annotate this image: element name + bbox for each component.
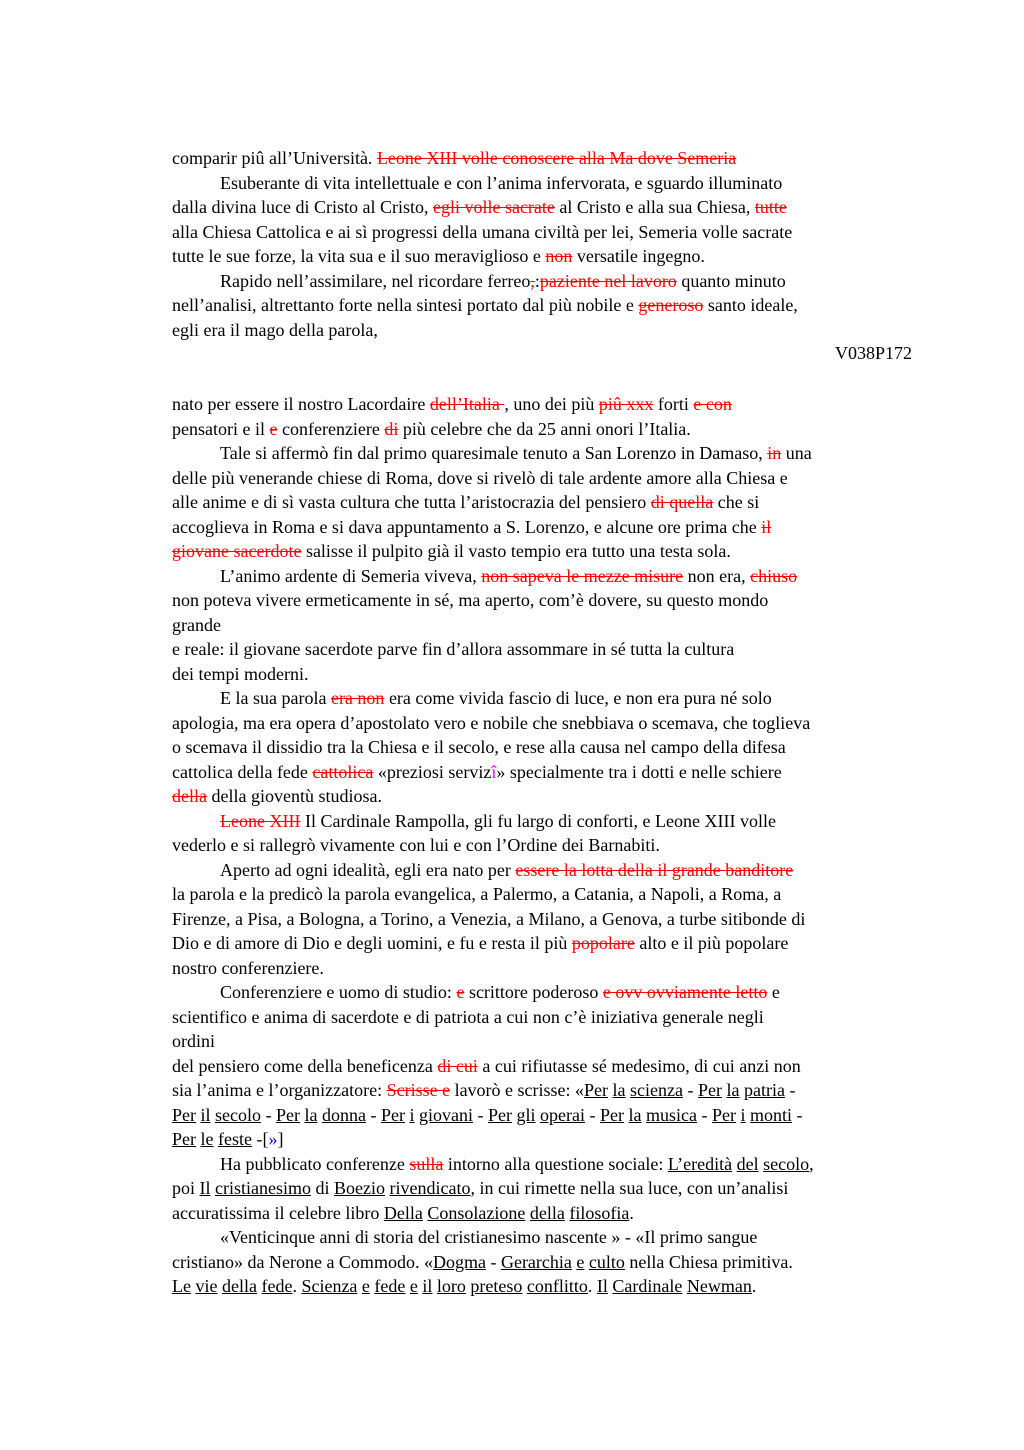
text-segment: - [792,1104,803,1125]
deleted-text: cattolica [312,761,374,782]
text-segment: , in cui rimette nella sua luce, con un’analisi [470,1178,789,1198]
deleted-text: della [172,786,207,806]
text-segment: cattolica della fede [172,761,313,782]
text-segment: - [585,1104,601,1125]
deleted-text: Leone XIII volle conoscere alla Ma dove Semeria [376,148,737,168]
text-segment: scientifico e anima di sacerdote e di patriota a cui non c’è iniziativa generale negli [172,1006,764,1027]
text-segment: » [268,1129,278,1149]
text-segment: cristiano» da Nerone a Commodo. « [172,1251,433,1272]
text-line [172,613,912,638]
underlined-text: Il [199,1178,211,1198]
underlined-text: Per [712,1104,737,1125]
underlined-text: Boezio [334,1178,386,1198]
text-line [172,244,912,269]
underlined-text: il [200,1104,211,1125]
text-line [172,539,912,564]
text-segment: - [261,1104,276,1125]
text-segment: una [781,443,812,463]
underlined-text: Cardinale [612,1276,683,1296]
deleted-text: e [456,982,465,1002]
text-block-1 [172,146,912,342]
text-segment: era come vivida fascio di luce, e non era pura né solo [384,688,772,708]
text-line [172,833,912,858]
text-segment: Esuberante di vita intellettuale e con l’anima infervorata, e sguardo illuminato [220,172,783,193]
text-segment: forti [653,394,694,414]
text-segment: Rapido nell’assimilare, nel ricordare ferreo [220,270,531,291]
deleted-text: in [767,443,782,463]
underlined-text: la [304,1104,318,1125]
text-line [172,195,912,220]
text-segment: comparir piû all’Università. [172,148,377,168]
text-segment: versatile ingegno. [572,246,705,266]
underlined-text: giovani [419,1104,474,1125]
text-segment: o scemava il dissidio tra la Chiesa e il secolo, e rese alla causa nel campo della difesa [172,737,786,757]
underlined-text: musica [646,1104,698,1125]
text-line [172,490,912,515]
text-line [172,1274,912,1299]
text-line [172,220,912,245]
underlined-text: Newman [686,1276,752,1296]
deleted-text: di cui [437,1055,478,1076]
underlined-text: le [200,1129,214,1149]
text-segment: î [491,761,497,782]
deleted-text: piû xxx [598,394,654,414]
underlined-text: preteso [470,1276,523,1296]
text-segment: . [587,1276,597,1296]
text-segment: - [697,1104,713,1125]
text-segment: al Cristo e alla sua Chiesa, [554,197,755,217]
underlined-text: conflitto [526,1276,588,1296]
text-segment: di [311,1178,335,1198]
text-segment: accuratissima il celebre libro [172,1202,384,1223]
underlined-text: Per [381,1104,405,1125]
deleted-text: essere la lotta della il grande banditore [515,859,794,880]
text-line [172,269,912,294]
deleted-text: e ovv ovviamente letto [602,982,768,1002]
underlined-text: monti [750,1104,793,1125]
deleted-text: non [545,246,573,266]
text-segment: sia l’anima e l’organizzatore: [172,1080,387,1100]
text-block-2 [172,392,912,1299]
text-line [172,735,912,760]
text-segment: accoglieva in Roma e si dava appuntamento a S. Lorenzo, e alcune ore prima che [172,516,762,537]
deleted-text: di quella [650,492,714,512]
text-segment: : [534,270,540,291]
text-segment: Aperto ad ogni idealità, egli era nato per [220,859,516,880]
text-line [172,392,912,417]
text-line [172,980,912,1005]
text-line [172,882,912,907]
text-segment: a cui rifiutasse sé medesimo, di cui anzi non [477,1055,801,1076]
text-segment: «Venticinque anni di storia del cristianesimo nascente » - «Il primo sangue [220,1227,758,1247]
text-segment: poi [172,1178,200,1198]
underlined-text: Per [584,1080,609,1100]
text-segment: della gioventù studiosa. [206,786,382,806]
underlined-text: della [221,1276,257,1296]
underlined-text: i [409,1104,415,1125]
deleted-text: e [269,418,278,439]
text-line [172,515,912,540]
text-segment: pensatori e il [172,418,270,439]
underlined-text: Per [172,1129,196,1149]
underlined-text: Per [488,1104,513,1125]
deleted-text: il [761,516,772,537]
underlined-text: Consolazione [427,1202,526,1223]
underlined-text: Dogma [432,1251,486,1272]
text-segment: Il Cardinale Rampolla, gli fu largo di conforti, e Leone XIII volle [300,810,776,831]
text-segment: dalla divina luce di Cristo al Cristo, [172,197,433,217]
text-line [172,931,912,956]
underlined-text: donna [322,1104,366,1125]
deleted-text: sulla [409,1153,444,1174]
text-line [172,858,912,883]
text-line [172,146,912,171]
text-segment: intorno alla questione sociale: [443,1153,668,1174]
deleted-text: giovane sacerdote [172,541,302,561]
text-line [172,711,912,736]
deleted-text: , [530,270,535,291]
underlined-text: secolo [763,1153,810,1174]
text-segment: alto e il più popolare [634,933,789,953]
underlined-text: Per [698,1080,722,1100]
text-segment: E la sua parola [220,688,331,708]
text-segment: alle anime e di sì vasta cultura che tutta l’aristocrazia del pensiero [172,492,651,512]
underlined-text: operai [540,1104,586,1125]
text-segment: tutte le sue forze, la vita sua e il suo meraviglioso e [172,246,546,266]
underlined-text: loro [436,1276,466,1296]
text-line [172,1103,912,1128]
text-segment: ordini [172,1031,215,1051]
underlined-text: Della [383,1202,423,1223]
text-segment: grande [172,614,221,635]
page-reference: V038P172 [834,343,912,363]
text-segment: delle più venerande chiese di Roma, dove si rivelò di tale ardente amore alla Chiesa e [172,467,788,488]
text-segment: e [767,982,780,1002]
text-segment: del pensiero come della beneficenza [172,1055,438,1076]
deleted-text: Scrisse e [386,1080,451,1100]
underlined-text: Per [600,1104,625,1125]
text-segment: salisse il pulpito già il vasto tempio era tutto una testa sola. [301,541,731,561]
underlined-text: cristianesimo [215,1178,311,1198]
text-segment: che si [713,492,760,512]
underlined-text: i [740,1104,746,1125]
text-segment: vederlo e si rallegrò vivamente con lui e con l’Ordine dei Barnabiti. [172,835,660,855]
text-segment: . [751,1276,757,1296]
underlined-text: vie [195,1276,218,1296]
text-line [172,1029,912,1054]
text-line [172,1127,912,1152]
text-segment: L’animo ardente di Semeria viveva, [220,565,482,586]
text-segment: e reale: il giovane sacerdote parve fin d’allora assommare in sé tutta la cultura [172,639,735,659]
text-line [172,293,912,318]
underlined-text: la [628,1104,642,1125]
underlined-text: fede [261,1276,293,1296]
underlined-text: rivendicato [389,1178,471,1198]
deleted-text: Leone XIII [220,810,301,831]
text-line [172,1201,912,1226]
text-segment: nato per essere il nostro Lacordaire [172,394,430,414]
text-line [172,1250,912,1275]
deleted-text: dell’Italia [429,394,505,414]
text-segment: non era, [683,565,751,586]
text-segment: quanto minuto [676,270,786,291]
text-segment: più celebre che da 25 anni onori l’Italia. [398,418,691,439]
text-segment: nell’analisi, altrettanto forte nella sintesi portato dal più nobile e [172,295,639,315]
text-segment: «preziosi serviz [373,761,492,782]
text-segment: apologia, ma era opera d’apostolato vero e nobile che snebbiava o scemava, che toglieva [172,712,811,733]
text-line [172,1005,912,1030]
text-segment: ] [277,1129,284,1149]
text-segment: scrittore poderoso [464,982,603,1002]
text-segment: dei tempi moderni. [172,663,309,684]
text-segment: non poteva vivere ermeticamente in sé, ma aperto, com’è dovere, su questo mondo [172,590,769,610]
underlined-text: Scienza [301,1276,358,1296]
text-segment: - [366,1104,381,1125]
text-line [172,318,912,343]
text-line [172,784,912,809]
text-line [172,637,912,662]
underlined-text: Le [172,1276,191,1296]
text-segment: Conferenziere e uomo di studio: [220,982,457,1002]
deleted-text: era non [330,688,385,708]
underlined-text: gli [516,1104,536,1125]
deleted-text: non sapeva le mezze misure [481,565,684,586]
text-line [172,1176,912,1201]
text-line [172,662,912,687]
underlined-text: fede [374,1276,406,1296]
text-segment: - [784,1080,796,1100]
deleted-text: tutte [754,197,787,217]
underlined-text: la [612,1080,626,1100]
underlined-text: secolo [215,1104,261,1125]
text-segment: , uno dei più [504,394,599,414]
deleted-text: generoso [638,295,704,315]
underlined-text: L’eredità [667,1153,733,1174]
text-segment: - [683,1080,698,1100]
text-segment: - [473,1104,489,1125]
text-segment: , [809,1153,814,1174]
underlined-text: filosofia [569,1202,630,1223]
underlined-text: Gerarchia [500,1251,572,1272]
text-line [172,1225,912,1250]
deleted-text: popolare [571,933,635,953]
text-line [172,564,912,589]
text-segment: la parola e la predicò la parola evangelica, a Palermo, a Catania, a Napoli, a Roma, a [172,884,782,904]
text-segment: -[ [251,1129,269,1149]
deleted-text: paziente nel lavoro [539,270,677,291]
text-segment: . [629,1202,634,1223]
text-line [172,588,912,613]
text-segment: santo ideale, [703,295,798,315]
underlined-text: patria [744,1080,785,1100]
text-line [172,417,912,442]
underlined-text: e [409,1276,418,1296]
underlined-text: Il [596,1276,608,1296]
underlined-text: della [529,1202,565,1223]
text-line [172,1078,912,1103]
underlined-text: e [576,1251,585,1272]
deleted-text: egli volle sacrate [432,197,555,217]
text-segment: egli era il mago della parola, [172,319,378,340]
text-line [172,907,912,932]
underlined-text: culto [588,1251,625,1272]
text-segment: alla Chiesa Cattolica e ai sì progressi della umana civiltà per lei, Semeria volle sacrate [172,221,793,242]
text-segment: Dio e di amore di Dio e degli uomini, e fu e resta il più [172,933,572,953]
text-segment: Tale si affermò fin dal primo quaresimale tenuto a San Lorenzo in Damaso, [220,443,768,463]
text-segment: lavorò e scrisse: « [450,1080,585,1100]
text-line [172,171,912,196]
text-segment: Ha pubblicato conferenze [220,1153,410,1174]
text-line [172,809,912,834]
text-line [172,760,912,785]
text-segment: nostro conferenziere. [172,957,324,978]
underlined-text: Per [276,1104,300,1125]
underlined-text: la [726,1080,740,1100]
text-line [172,686,912,711]
text-line [172,441,912,466]
text-line [172,1152,912,1177]
deleted-text: e con [693,394,732,414]
underlined-text: Per [172,1104,196,1125]
underlined-text: scienza [630,1080,683,1100]
text-segment: Firenze, a Pisa, a Bologna, a Torino, a Venezia, a Milano, a Genova, a turbe sitibonde di [172,908,806,929]
underlined-text: feste [218,1129,252,1149]
text-line [172,1054,912,1079]
text-line [172,466,912,491]
underlined-text: e [361,1276,370,1296]
text-segment: . [292,1276,302,1296]
text-segment: - [485,1251,501,1272]
text-segment: » specialmente tra i dotti e nelle schiere [496,761,782,782]
deleted-text: chiuso [750,565,798,586]
underlined-text: del [736,1153,759,1174]
text-segment: conferenziere [277,418,385,439]
underlined-text: il [422,1276,433,1296]
deleted-text: di [384,418,399,439]
text-line [172,956,912,981]
text-segment: nella Chiesa primitiva. [624,1251,793,1272]
